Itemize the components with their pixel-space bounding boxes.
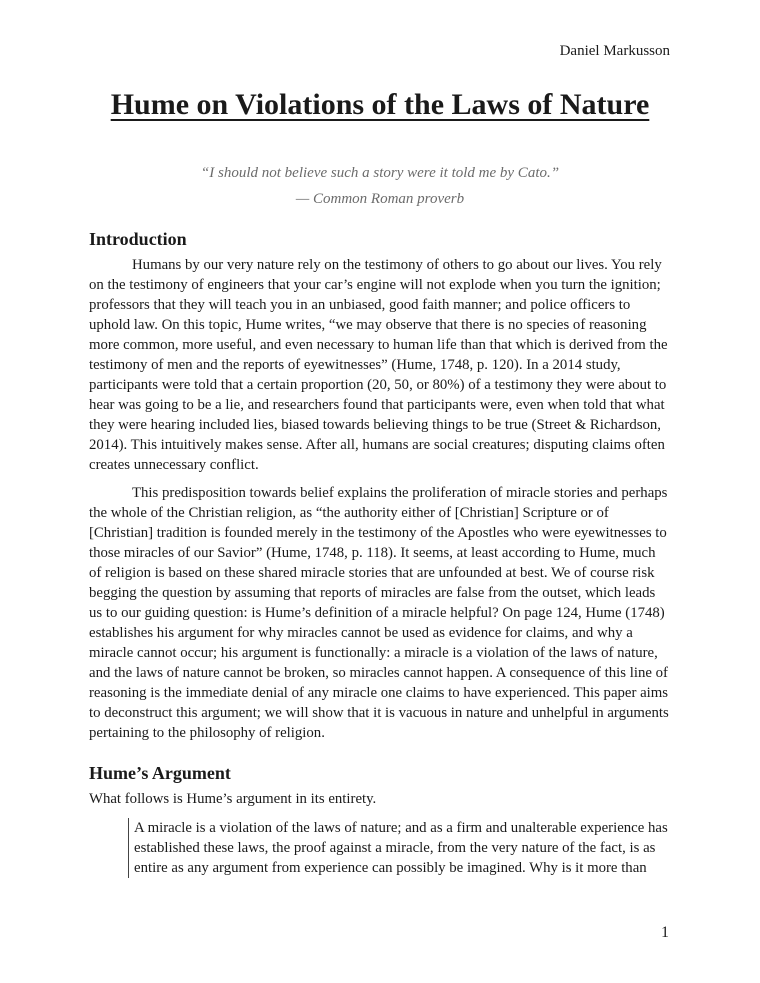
humes-argument-intro: What follows is Hume’s argument in its entirety.	[89, 791, 377, 807]
paper-title: Hume on Violations of the Laws of Nature	[110, 88, 650, 121]
epigraph-attribution: — Common Roman proverb	[295, 191, 465, 207]
introduction-heading: Introduction	[89, 229, 187, 249]
epigraph-quote: “I should not believe such a story were it told me by Cato.”	[200, 165, 560, 181]
header-author-name: Daniel Markusson	[559, 43, 670, 59]
introduction-paragraph-2: This predisposition towards belief explains the proliferation of miracle stories and perhaps the whole of the Christian religion, as “the authority either of [Christian] Scripture or of [Christian] tradition is founded merely in the testimony of the Apostles who were eyewitnesses to those miracles of our Savior” (Hume, 1748, p. 118). It seems, at least according to Hume, much of religion is based on these shared miracle stories that are unfounded at best. We of course risk begging the question by assuming that reports of miracles are false from the outset, which leads us to our guiding question: is Hume’s definition of a miracle helpful? On page 124, Hume (1748) establishes his argument for why miracles cannot be used as evidence for claims, and why a miracle cannot occur; his argument is functionally: a miracle is a violation of the laws of nature, and the laws of nature cannot be broken, so miracles cannot happen. A consequence of this line of reasoning is the immediate denial of any miracle one claims to have experienced. This paper aims to deconstruct this argument; we will show that it is vacuous in nature and unhelpful in arguments pertaining to the philosophy of religion.	[89, 485, 669, 741]
page-number: 1	[661, 924, 669, 941]
humes-argument-heading: Hume’s Argument	[89, 763, 231, 783]
introduction-paragraph-1: Humans by our very nature rely on the testimony of others to go about our lives. You rely on the testimony of engineers that your car’s engine will not explode when you turn the ignition; professors that they will teach you in an unbiased, good faith manner; and police officers to uphold law. On this topic, Hume writes, “we may observe that there is no species of reasoning more common, more useful, and even necessary to human life than that which is derived from the testimony of men and the reports of eyewitnesses” (Hume, 1748, p. 120). In a 2014 study, participants were told that a certain proportion (20, 50, or 80%) of a testimony they were about to hear was going to be a lie, and researchers found that participants were, even when told that what they were hearing included lies, biased towards believing things to be true (Street & Richardson, 2014). This intuitively makes sense. After all, humans are social creatures; disputing claims often creates unnecessary conflict.	[89, 257, 668, 473]
introduction-section	[89, 228, 670, 751]
hume-block-quote: A miracle is a violation of the laws of nature; and as a firm and unalterable experience has established these laws, the proof against a miracle, from the very nature of the fact, is as entire as any argument from experience can possibly be imagined. Why is it more than	[128, 818, 676, 878]
epigraph	[0, 160, 760, 212]
humes-argument-section	[89, 762, 670, 809]
